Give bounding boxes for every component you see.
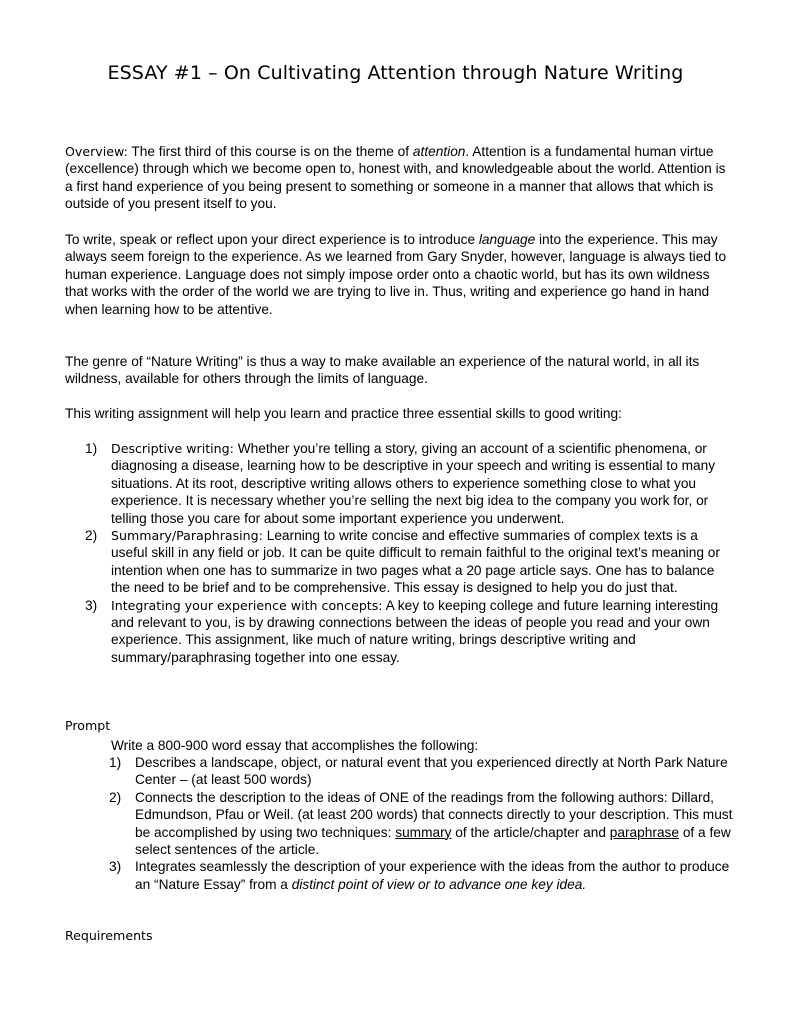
language-paragraph xyxy=(65,231,730,318)
overview-text-after: . Attention is a fundamental human virtue (excellence) through which we become open to, honest with, and knowledgeable about the world. Attention is a first hand experience of you being present to something or someone in a manner that allows that which is outside of you present itself to you. xyxy=(65,144,726,212)
list-item xyxy=(109,789,733,859)
list-item xyxy=(109,754,733,789)
list-number: 3) xyxy=(85,597,98,613)
prompt-item-text: Connects the description to the ideas of ONE of the readings from the following authors: Dillard, Edmundson, Pfau or Weil. (at least 200 words) that connects directly to your description. This must be accomplished by using two techniques: xyxy=(135,789,733,840)
requirements-heading: Requirements xyxy=(65,928,153,943)
essay-title: ESSAY #1 – On Cultivating Attention through Nature Writing xyxy=(107,62,684,84)
prompt-item-text: Integrates seamlessly the description of your experience with the ideas from the author to produce an “Nature Essay” from a xyxy=(135,859,730,892)
language-text-after: into the experience. This may always seem foreign to the experience. As we learned from Gary Snyder, however, language is always tied to human experience. Language does not simply impose order onto a chaotic world, but has its own wildness that works with the order of the world we are trying to live in. Thus, writing and experience go hand in hand when learning how to be attentive. xyxy=(65,232,727,317)
language-italic-word: language xyxy=(478,232,536,247)
list-item xyxy=(85,440,731,527)
skill-label: Summary/Paraphrasing: xyxy=(111,528,263,544)
prompt-intro: Write a 800-900 word essay that accomplishes the following: xyxy=(111,738,479,753)
paraphrase-underlined: paraphrase xyxy=(609,824,680,840)
list-item xyxy=(109,858,733,893)
prompt-heading: Prompt xyxy=(65,718,111,733)
skill-text: Learning to write concise and effective summaries of complex texts is a useful skill in any field or job. It can be quite difficult to remain faithful to the original text’s meaning or intention when one has to summarize in two pages what a 20 page article says. One has to balance the need to be brief and to be comprehensive. This essay is designed to help you do just that. xyxy=(111,528,720,596)
list-item xyxy=(85,527,731,597)
prompt-item-text: of a few select sentences of the article. xyxy=(135,824,731,858)
skill-label: Descriptive writing: xyxy=(111,441,234,456)
prompt-list xyxy=(109,754,733,893)
summary-underlined: summary xyxy=(395,824,452,840)
list-number: 1) xyxy=(109,755,122,770)
overview-text-before: The first third of this course is on the theme of xyxy=(127,144,413,159)
list-number: 2) xyxy=(109,789,122,805)
prompt-item-italic: distinct point of view or to advance one key idea. xyxy=(291,876,587,892)
prompt-item-text: of the article/chapter and xyxy=(451,824,610,840)
skill-text: Whether you’re telling a story, giving an account of a scientific phenomena, or diagnosing a disease, learning how to be descriptive in your speech and writing is essential to many situations. At its root, descriptive writing allows others to experience something close to what you experience. It is necessary whether you’re selling the next big idea to the company you work for, or telling those you care for about some important experience you underwent. xyxy=(111,441,716,526)
skill-label: Integrating your experience with concepts: xyxy=(111,597,383,613)
genre-paragraph: The genre of “Nature Writing” is thus a way to make available an experience of the natural world, in all its wildness, available for others through the limits of language. xyxy=(65,354,700,387)
list-item xyxy=(85,597,731,667)
overview-label: Overview: xyxy=(65,144,128,159)
list-number: 1) xyxy=(85,441,98,456)
skill-text: A key to keeping college and future learning interesting and relevant to you, is by drawing connections between the ideas of people you read and your own experience. This assignment, like much of nature writing, brings descriptive writing and summary/paraphrasing together into one essay. xyxy=(111,597,719,665)
language-text-before: To write, speak or reflect upon your direct experience is to introduce xyxy=(65,232,479,247)
prompt-item-text: Describes a landscape, object, or natural event that you experienced directly at North Park Nature Center – (at least 500 words) xyxy=(135,755,728,788)
overview-paragraph xyxy=(65,143,730,213)
list-number: 3) xyxy=(109,859,122,875)
overview-italic-word: attention xyxy=(412,144,466,159)
skills-list xyxy=(85,440,731,666)
assignment-paragraph: This writing assignment will help you learn and practice three essential skills to good writing: xyxy=(65,406,622,421)
list-number: 2) xyxy=(85,528,98,544)
